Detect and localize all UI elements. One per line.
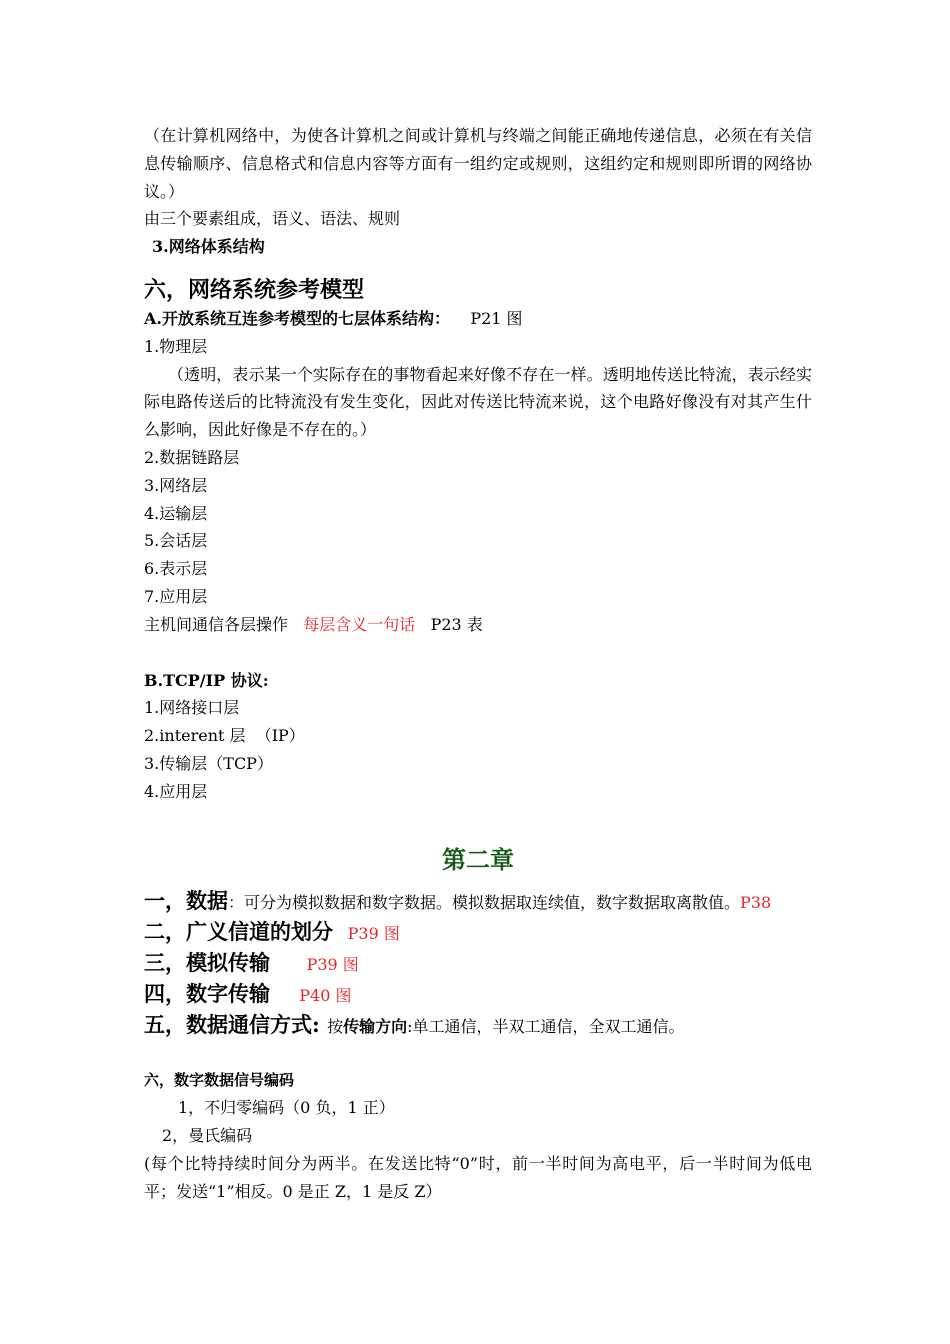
host-ops-note: 每层含义一句话 <box>303 614 416 634</box>
section-analog-head: 三，模拟传输 <box>144 949 270 975</box>
tcpip-layer-4: 4.应用层 <box>144 781 208 801</box>
section-comm-mode-head: 五，数据通信方式: <box>144 1011 320 1037</box>
section-data-head: 一，数据 <box>144 887 228 913</box>
host-ops-ref: P23 表 <box>430 614 483 634</box>
osi-title-line <box>144 305 812 333</box>
tcpip-layer-2: 2.interent 层 （IP） <box>144 726 305 746</box>
section-data-line <box>144 886 812 917</box>
encoding-item-1: 1，不归零编码（0 负，1 正） <box>178 1098 395 1118</box>
osi-layer-6: 6.表示层 <box>144 559 208 579</box>
section-analog-ref: P39 图 <box>306 954 359 974</box>
section-digital-ref: P40 图 <box>299 985 352 1005</box>
osi-layer-7: 7.应用层 <box>144 586 208 606</box>
section-channel-ref: P39 图 <box>347 923 400 943</box>
section-analog-line <box>144 948 812 979</box>
section-data-text: ：可分为模拟数据和数字数据。模拟数据取连续值，数字数据取离散值。 <box>228 892 741 912</box>
document-page <box>144 122 812 1206</box>
osi-title: A.开放系统互连参考模型的七层体系结构： <box>144 308 450 328</box>
section-comm-mode-pre: 按 <box>327 1016 344 1036</box>
section-channel-head: 二，广义信道的划分 <box>144 918 333 944</box>
section-channel-line <box>144 917 812 948</box>
manchester-note: (每个比特持续时间分为两半。在发送比特“0”时，前一半时间为高电平，后一半时间为低电平；发送“1”相反。0 是正 Z，1 是反 Z） <box>144 1153 812 1201</box>
encoding-item-2: 2，曼氏编码 <box>162 1126 253 1146</box>
section-comm-mode-text: :单工通信，半双工通信，全双工通信。 <box>407 1016 685 1036</box>
encoding-heading: 六，数字数据信号编码 <box>144 1070 295 1089</box>
protocol-elements: 由三个要素组成，语义、语法、规则 <box>144 209 401 229</box>
section-digital-head: 四，数字传输 <box>144 980 270 1006</box>
section-digital-line <box>144 979 812 1010</box>
osi-ref: P21 图 <box>470 308 523 328</box>
tcpip-layer-3: 3.传输层（TCP） <box>144 753 273 773</box>
section-data-ref: P38 <box>740 892 772 912</box>
chapter-title: 第二章 <box>442 844 514 874</box>
section-comm-mode-line <box>144 1010 812 1041</box>
host-ops-line <box>144 611 812 639</box>
item-network-architecture: 3.网络体系结构 <box>152 237 265 257</box>
section-comm-mode-bold: 传输方向 <box>343 1016 408 1036</box>
osi-layer-4: 4.运输层 <box>144 503 208 523</box>
osi-layer-5: 5.会话层 <box>144 531 208 551</box>
osi-layer-1: 1.物理层 <box>144 336 208 356</box>
transparency-note: （透明，表示某一个实际存在的事物看起来好像不存在一样。透明地传送比特流，表示经实际电路传送后的比特流没有发生变化，因此对传送比特流来说，这个电路好像没有对其产生什么影响，因此好像是不存在的。） <box>144 364 812 440</box>
tcpip-layer-1: 1.网络接口层 <box>144 698 240 718</box>
protocol-definition: （在计算机网络中，为使各计算机之间或计算机与终端之间能正确地传递信息，必须在有关信息传输顺序、信息格式和信息内容等方面有一组约定或规则，这组约定和规则即所谓的网络协议。） <box>144 126 812 201</box>
osi-layer-2: 2.数据链路层 <box>144 447 240 467</box>
osi-layer-3: 3.网络层 <box>144 475 208 495</box>
tcpip-title: B.TCP/IP 协议: <box>144 670 269 690</box>
section-heading-reference-model: 六，网络系统参考模型 <box>144 276 365 303</box>
host-ops-label: 主机间通信各层操作 <box>144 614 289 634</box>
